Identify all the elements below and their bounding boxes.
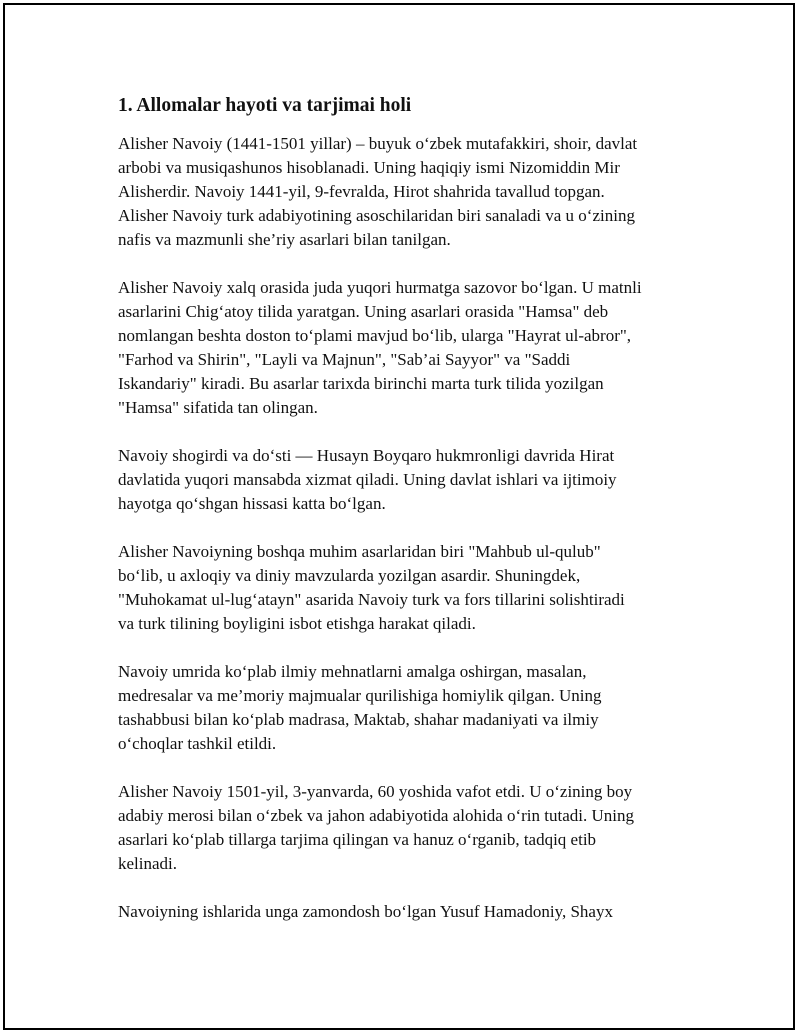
paragraph (118, 276, 718, 420)
text-line: "Hamsa" sifatida tan olingan. (118, 398, 318, 417)
section-heading: 1. Allomalar hayoti va tarjimai holi (118, 95, 412, 116)
text-line: tashabbusi bilan ko‘plab madrasa, Maktab, shahar madaniyati va ilmiy (118, 710, 599, 729)
text-line: Alisher Navoiy turk adabiyotining asoschilaridan biri sanaladi va u o‘zining (118, 206, 635, 225)
text-line: "Muhokamat ul-lug‘atayn" asarida Navoiy turk va fors tillarini solishtiradi (118, 590, 625, 609)
text-line: Iskandariy" kiradi. Bu asarlar tarixda birinchi marta turk tilida yozilgan (118, 374, 604, 393)
paragraph (118, 780, 718, 876)
text-line: Alisher Navoiyning boshqa muhim asarlaridan biri "Mahbub ul-qulub" (118, 542, 601, 561)
text-line: Alisher Navoiy xalq orasida juda yuqori hurmatga sazovor bo‘lgan. U matnli (118, 278, 642, 297)
text-line: asarlarini Chig‘atoy tilida yaratgan. Uning asarlari orasida "Hamsa" deb (118, 302, 609, 321)
document-body (118, 92, 718, 948)
text-line: nafis va mazmunli she’riy asarlari bilan tanilgan. (118, 230, 451, 249)
text-line: Navoiy umrida ko‘plab ilmiy mehnatlarni amalga oshirgan, masalan, (118, 662, 587, 681)
paragraph (118, 900, 718, 924)
text-line: asarlari ko‘plab tillarga tarjima qilingan va hanuz o‘rganib, tadqiq etib (118, 830, 597, 849)
text-line: Alisher Navoiy (1441-1501 yillar) – buyuk o‘zbek mutafakkiri, shoir, davlat (118, 134, 638, 153)
text-line: adabiy merosi bilan o‘zbek va jahon adabiyotida alohida o‘rin tutadi. Uning (118, 806, 634, 825)
text-line: kelinadi. (118, 854, 178, 873)
text-line: arbobi va musiqashunos hisoblanadi. Uning haqiqiy ismi Nizomiddin Mir (118, 158, 620, 177)
paragraph (118, 660, 718, 756)
text-line: "Farhod va Shirin", "Layli va Majnun", "Sab’ai Sayyor" va "Saddi (118, 350, 571, 369)
text-line: medresalar va me’moriy majmualar qurilishiga homiylik qilgan. Uning (118, 686, 602, 705)
text-line: bo‘lib, u axloqiy va diniy mavzularda yozilgan asardir. Shuningdek, (118, 566, 581, 585)
paragraph-list (118, 132, 718, 924)
text-line: Alisherdir. Navoiy 1441-yil, 9-fevralda, Hirot shahrida tavallud topgan. (118, 182, 605, 201)
text-line: Alisher Navoiy 1501-yil, 3-yanvarda, 60 yoshida vafot etdi. U o‘zining boy (118, 782, 633, 801)
paragraph (118, 444, 718, 516)
paragraph (118, 540, 718, 636)
text-line: hayotga qo‘shgan hissasi katta bo‘lgan. (118, 494, 386, 513)
text-line: davlatida yuqori mansabda xizmat qiladi. Uning davlat ishlari va ijtimoiy (118, 470, 617, 489)
text-line: Navoiy shogirdi va do‘sti — Husayn Boyqaro hukmronligi davrida Hirat (118, 446, 615, 465)
paragraph (118, 132, 718, 252)
text-line: o‘choqlar tashkil etildi. (118, 734, 277, 753)
text-line: nomlangan beshta doston to‘plami mavjud bo‘lib, ularga "Hayrat ul-abror", (118, 326, 632, 345)
text-line: va turk tilining boyligini isbot etishga harakat qiladi. (118, 614, 476, 633)
text-line: Navoiyning ishlarida unga zamondosh bo‘lgan Yusuf Hamadoniy, Shayx (118, 902, 613, 921)
